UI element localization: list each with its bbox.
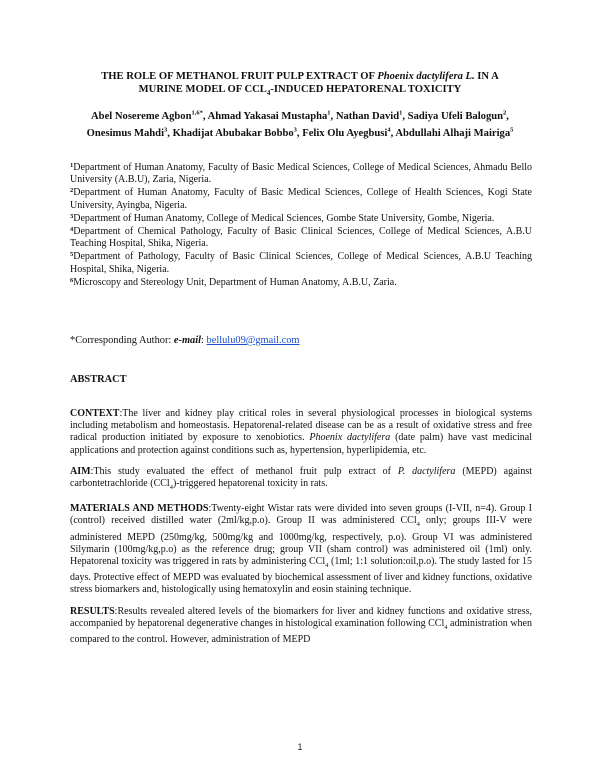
- email-link[interactable]: bellulu09@gmail.com: [206, 335, 300, 346]
- affiliation-item: $^4$Department of Chemical Pathology, Faculty of Basic Clinical Sciences, College of Medical Sciences, A.B.U Teaching Hospital, Shika, Nigeria.: [70, 226, 532, 250]
- affiliation-item: $^2$Department of Human Anatomy, Faculty of Basic Medical Sciences, College of Health Sciences, Kogi State University, Ayingba, Nigeria.: [70, 187, 532, 211]
- author: Ahmad Yakasai Mustapha$^1$,: [207, 109, 336, 122]
- abstract-methods: MATERIALS AND METHODS:Twenty-eight Wistar rats were divided into seven groups (I-VII, n=4). Group I (control) received distilled water (2ml/kg,p.o). Group II was administered CCl$_4$ only; groups III-V were administered MEPD (250mg/kg, 500mg/kg and 1000mg/kg, respectively, p.o). Group VI was administered Silymarin (100mg/kg,p.o) as the reference drug; group VII (sham control) was administered oil (1ml) only. Hepatorenal toxicity was triggered in rats by administering CCl$_4$ (1ml; 1:1 solution:oil,p.o). The study lasted for 15 days. Protective effect of MEPD was evaluated by biochemical assessment of liver and kidney functions, oxidative stress biomarkers and, histologically using hematoxylin and eosin staining technique.: [70, 503, 532, 596]
- title-line2-pre: MURINE MODEL OF CCL: [138, 84, 267, 95]
- abstract-context: CONTEXT:The liver and kidney play critical roles in several physiological processes in biological systems including metabolism and homeostasis. Hepatorenal-related disease can be as a result of oxidative stress and free radical production initiated by exposure to xenobiotics. Phoenix dactylifera (date palm) have vast medicinal applications and protection against conditions such as, hypertension, hyperlipidemia, etc.: [70, 408, 532, 456]
- paper-title: [62, 70, 538, 100]
- abstract-results: RESULTS:Results revealed altered levels of the biomarkers for liver and kidney functions and oxidative stress, accompanied by hepatorenal degenerative changes in histological examination following CCl$_4$ administration when compared to the control. However, administration of MEPD: [70, 605, 532, 646]
- title-line2-sub: 4: [266, 89, 271, 98]
- author: Abdullahi Alhaji Mairiga$^5$: [395, 126, 514, 139]
- abstract-aim: AIM:This study evaluated the effect of methanol fruit pulp extract of P. dactylifera (MEPD) against carbontetrachloride (CCl$_4$)-triggered hepatorenal toxicity in rats.: [70, 465, 532, 492]
- author: Onesimus Mahdi$^3$,: [86, 126, 173, 139]
- corresponding-author: *Corresponding Author: e-mail: bellulu09@gmail.com: [70, 335, 300, 346]
- title-species: Phoenix dactylifera L.: [377, 71, 475, 82]
- affiliation-list: [70, 162, 532, 290]
- author: Sadiya Ufeli Balogun$^2$,: [407, 109, 509, 122]
- abstract-heading: ABSTRACT: [70, 374, 127, 385]
- affiliation-item: $^6$Microscopy and Stereology Unit, Department of Human Anatomy, A.B.U, Zaria.: [70, 276, 397, 288]
- page-number: 1: [297, 742, 303, 752]
- title-line1-post: IN A: [474, 71, 499, 82]
- corresponding-label: *Corresponding Author:: [70, 335, 174, 346]
- author-list: [70, 106, 530, 140]
- author: Abel Nosereme Agbon$^{1,6*}$,: [91, 109, 208, 122]
- title-line2-post: -INDUCED HEPATORENAL TOXICITY: [270, 84, 462, 95]
- author: Khadijat Abubakar Bobbo$^3$,: [172, 126, 303, 139]
- title-line1-pre: THE ROLE OF METHANOL FRUIT PULP EXTRACT OF: [101, 71, 378, 82]
- affiliation-item: $^3$Department of Human Anatomy, College of Medical Sciences, Gombe State University, Gombe, Nigeria.: [70, 212, 495, 224]
- affiliation-item: $^5$Department of Pathology, Faculty of Basic Clinical Sciences, College of Medical Sciences, A.B.U Teaching Hospital, Shika, Nigeria.: [70, 251, 532, 275]
- author: Felix Olu Ayegbusi$^4$,: [302, 126, 396, 139]
- affiliation-item: $^1$Department of Human Anatomy, Faculty of Basic Medical Sciences, College of Medical Sciences, Ahmadu Bello University (A.B.U), Zaria, Nigeria.: [70, 162, 532, 186]
- author: Nathan David$^1$,: [335, 109, 408, 122]
- email-label: e-mail: [173, 335, 202, 346]
- abstract-body: [70, 408, 532, 655]
